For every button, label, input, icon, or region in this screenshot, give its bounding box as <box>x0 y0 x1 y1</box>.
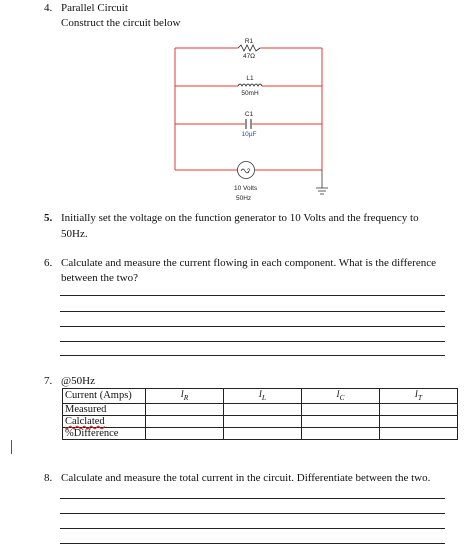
function-generator-symbol <box>238 162 255 179</box>
q4-instruction: Construct the circuit below <box>61 17 181 29</box>
l1-name: L1 <box>246 75 254 82</box>
table-cell[interactable] <box>380 403 458 415</box>
current-table <box>62 388 458 440</box>
q5-line2: 50Hz. <box>61 228 88 240</box>
q5-number: 5. <box>44 212 53 224</box>
row-label-measured: Measured <box>63 403 146 415</box>
l1-value: 50mH <box>241 90 259 97</box>
answer-line[interactable] <box>60 326 445 327</box>
r1-value: 47Ω <box>242 53 256 60</box>
table-cell[interactable] <box>146 403 224 415</box>
c1-value: 10µF <box>241 131 257 138</box>
q8-number: 8. <box>44 472 53 484</box>
source-frequency: 50Hz <box>236 195 252 202</box>
capacitor-c1-symbol <box>246 119 251 129</box>
text-cursor <box>11 440 12 454</box>
q5-line1: Initially set the voltage on the function generator to 10 Volts and the frequency to <box>61 212 419 224</box>
q7-title: @50Hz <box>61 375 95 387</box>
header-ic: $I_C$ <box>302 389 380 404</box>
q6-number: 6. <box>44 257 53 269</box>
table-cell[interactable] <box>224 403 302 415</box>
answer-line[interactable] <box>60 528 445 529</box>
header-it: $I_T$ <box>380 389 458 404</box>
answer-line[interactable] <box>60 295 445 296</box>
source-voltage: 10 Volts <box>234 185 258 192</box>
q6-line2: between the two? <box>61 272 138 284</box>
table-cell[interactable] <box>146 415 224 427</box>
table-cell[interactable] <box>302 427 380 439</box>
table-cell[interactable] <box>224 415 302 427</box>
header-ir: $I_R$ <box>146 389 224 404</box>
table-cell[interactable] <box>146 427 224 439</box>
answer-line[interactable] <box>60 311 445 312</box>
table-cell[interactable] <box>380 415 458 427</box>
r1-name: R1 <box>244 38 254 45</box>
table-cell[interactable] <box>380 427 458 439</box>
table-row <box>63 415 458 427</box>
answer-line[interactable] <box>60 543 445 544</box>
q4-title: Parallel Circuit <box>61 2 128 14</box>
circuit-diagram <box>0 0 475 210</box>
table-row <box>63 427 458 439</box>
q8-text: Calculate and measure the total current in the circuit. Differentiate between the two. <box>61 472 431 484</box>
table-cell[interactable] <box>302 415 380 427</box>
row-label-calculated: Calclated <box>63 415 146 427</box>
answer-line[interactable] <box>60 355 445 356</box>
inductor-l1-symbol <box>238 84 262 86</box>
circuit-wires <box>175 48 322 170</box>
q4-number: 4. <box>44 2 53 14</box>
table-cell[interactable] <box>224 427 302 439</box>
q7-number: 7. <box>44 375 53 387</box>
q6-line1: Calculate and measure the current flowing in each component. What is the difference <box>61 257 436 269</box>
table-cell[interactable] <box>302 403 380 415</box>
row-label-difference: %Difference <box>63 427 146 439</box>
svg-text:?: ? <box>247 169 251 175</box>
c1-name: C1 <box>244 111 254 118</box>
answer-line[interactable] <box>60 498 445 499</box>
table-row <box>63 403 458 415</box>
table-header-label: Current (Amps) <box>63 389 146 404</box>
header-il: $I_L$ <box>224 389 302 404</box>
ground-symbol <box>316 170 328 194</box>
table-header-row <box>63 389 458 404</box>
resistor-r1-symbol <box>238 45 260 51</box>
answer-line[interactable] <box>60 341 445 342</box>
answer-line[interactable] <box>60 513 445 514</box>
